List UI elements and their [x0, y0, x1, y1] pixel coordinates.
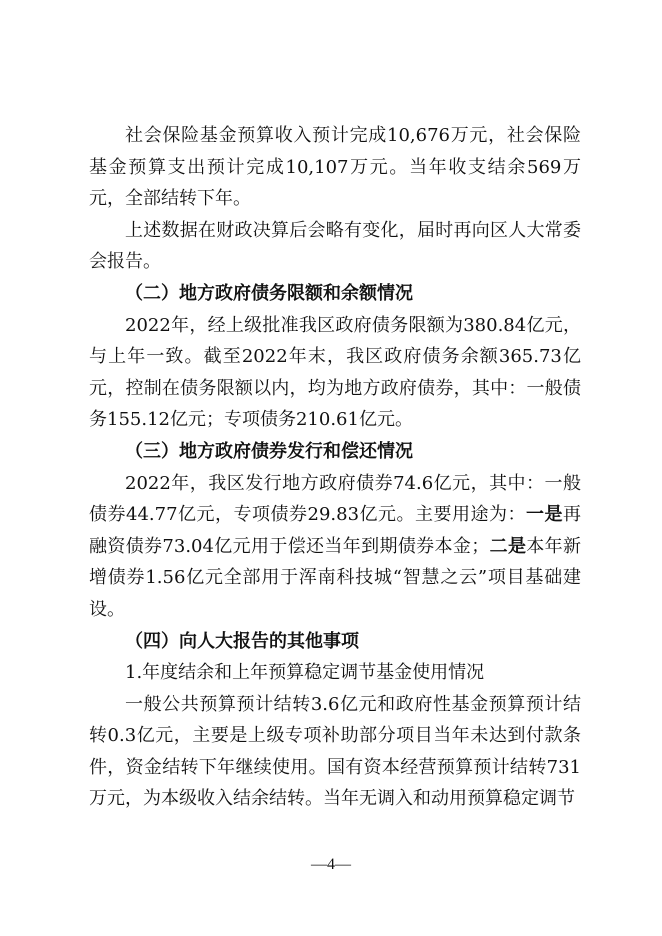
paragraph-social-insurance: 社会保险基金预算收入预计完成10,676万元，社会保险基金预算支出预计完成10,107万元。当年收支结余569万元，全部结转下年。 [89, 125, 581, 210]
bond-use-second-marker: 二是 [489, 535, 527, 557]
paragraph-annual-surplus: 一般公共预算预计结转3.6亿元和政府性基金预算预计结转0.3亿元，主要是上级专项补助部分项目当年未达到付款条件，资金结转下年继续使用。国有资本经营预算预计结转731万元，为本级收入结余结转。当年无调入和动用预算稳定调节 [89, 693, 581, 810]
bond-issuance-intro: 2022年，我区发行地方政府债券74.6亿元，其中：一般债券44.77亿元，专项债券29.83亿元。主要用途为： [89, 472, 581, 526]
bond-use-first: 再融资债券73.04亿元用于偿还当年到期债券本金； [89, 504, 582, 557]
bond-use-second: 本年新增债券1.56亿元全部用于浑南科技城“智慧之云”项目基础建设。 [89, 535, 582, 620]
page-number: —4— [311, 856, 351, 873]
paragraph-debt-limit: 2022年，经上级批准我区政府债务限额为380.84亿元，与上年一致。截至2022年末，我区政府债务余额365.73亿元，控制在债务限额以内，均为地方政府债券，其中：一般债务155.12亿元；专项债务210.61亿元。 [89, 314, 581, 431]
heading-other-matters: （四）向人大报告的其他事项 [125, 630, 359, 652]
bond-use-first-marker: 一是 [526, 504, 564, 526]
paragraph-data-note: 上述数据在财政决算后会略有变化，届时再向区人大常委会报告。 [89, 219, 581, 273]
heading-debt-limit: （二）地方政府债务限额和余额情况 [125, 282, 413, 304]
document-body [89, 120, 581, 815]
subheading-annual-surplus: 1.年度结余和上年预算稳定调节基金使用情况 [125, 662, 485, 684]
paragraph-bond-issuance [89, 468, 581, 626]
heading-bond-issuance: （三）地方政府债券发行和偿还情况 [125, 440, 413, 462]
